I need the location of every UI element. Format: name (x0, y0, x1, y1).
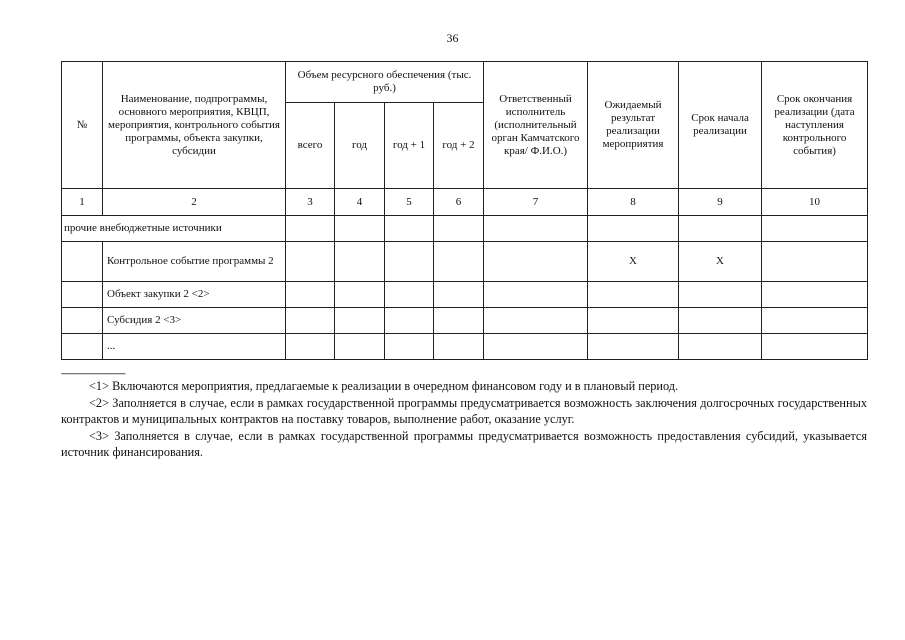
purchase-label: Объект закупки 2 <2> (103, 282, 286, 308)
footnote-3: <3> Заполняется в случае, если в рамках государственной программы предусматривается возможность предоставления субсидий, указывается источник финансирования. (61, 428, 867, 460)
header-total: всего (286, 103, 335, 189)
other-sources-label: прочие внебюджетные источники (62, 216, 286, 242)
ellipsis-label: ... (103, 334, 286, 360)
table-row (62, 216, 868, 242)
table-row (62, 308, 868, 334)
column-number: 2 (103, 189, 286, 216)
resource-table (61, 61, 868, 360)
header-start: Срок начала реализации (679, 62, 762, 189)
header-year-plus-2: год + 2 (434, 103, 484, 189)
header-num: № (62, 62, 103, 189)
header-result: Ожидаемый результат реализации мероприятия (588, 62, 679, 189)
footnote-rule: -------------------------------- (61, 368, 125, 378)
column-number: 1 (62, 189, 103, 216)
page-number: 36 (446, 31, 459, 45)
column-number: 6 (434, 189, 484, 216)
column-number: 3 (286, 189, 335, 216)
column-number: 5 (385, 189, 434, 216)
header-year-plus-1: год + 1 (385, 103, 434, 189)
table-row (62, 242, 868, 282)
footnotes (61, 378, 867, 461)
column-number: 9 (679, 189, 762, 216)
column-number-row (62, 189, 868, 216)
footnote-1: <1> Включаются мероприятия, предлагаемые к реализации в очередном финансовом году и в плановый период. (89, 379, 679, 393)
control-event-label: Контрольное событие программы 2 (103, 242, 286, 282)
column-number: 7 (484, 189, 588, 216)
subsidy-label: Субсидия 2 <3> (103, 308, 286, 334)
column-number: 4 (335, 189, 385, 216)
header-year: год (335, 103, 385, 189)
table-row (62, 282, 868, 308)
table-row (62, 334, 868, 360)
header-end: Срок окончания реализации (дата наступления контрольного события) (762, 62, 868, 189)
header-name: Наименование, подпрограммы, основного мероприятия, КВЦП, мероприятия, контрольного события программы, объекта закупки, субсидии (103, 62, 286, 189)
footnote-2: <2> Заполняется в случае, если в рамках государственной программы предусматривается возможность заключения долгосрочных государственных контрактов и муниципальных контрактов на поставку товаров, выполнение работ, оказание услуг. (61, 395, 867, 427)
header-volume: Объем ресурсного обеспечения (тыс. руб.) (286, 62, 484, 103)
column-number: 10 (762, 189, 868, 216)
control-event-start-mark: Х (679, 242, 762, 282)
column-number: 8 (588, 189, 679, 216)
header-executor: Ответственный исполнитель (исполнительный орган Камчатского края/ Ф.И.О.) (484, 62, 588, 189)
control-event-result-mark: Х (588, 242, 679, 282)
